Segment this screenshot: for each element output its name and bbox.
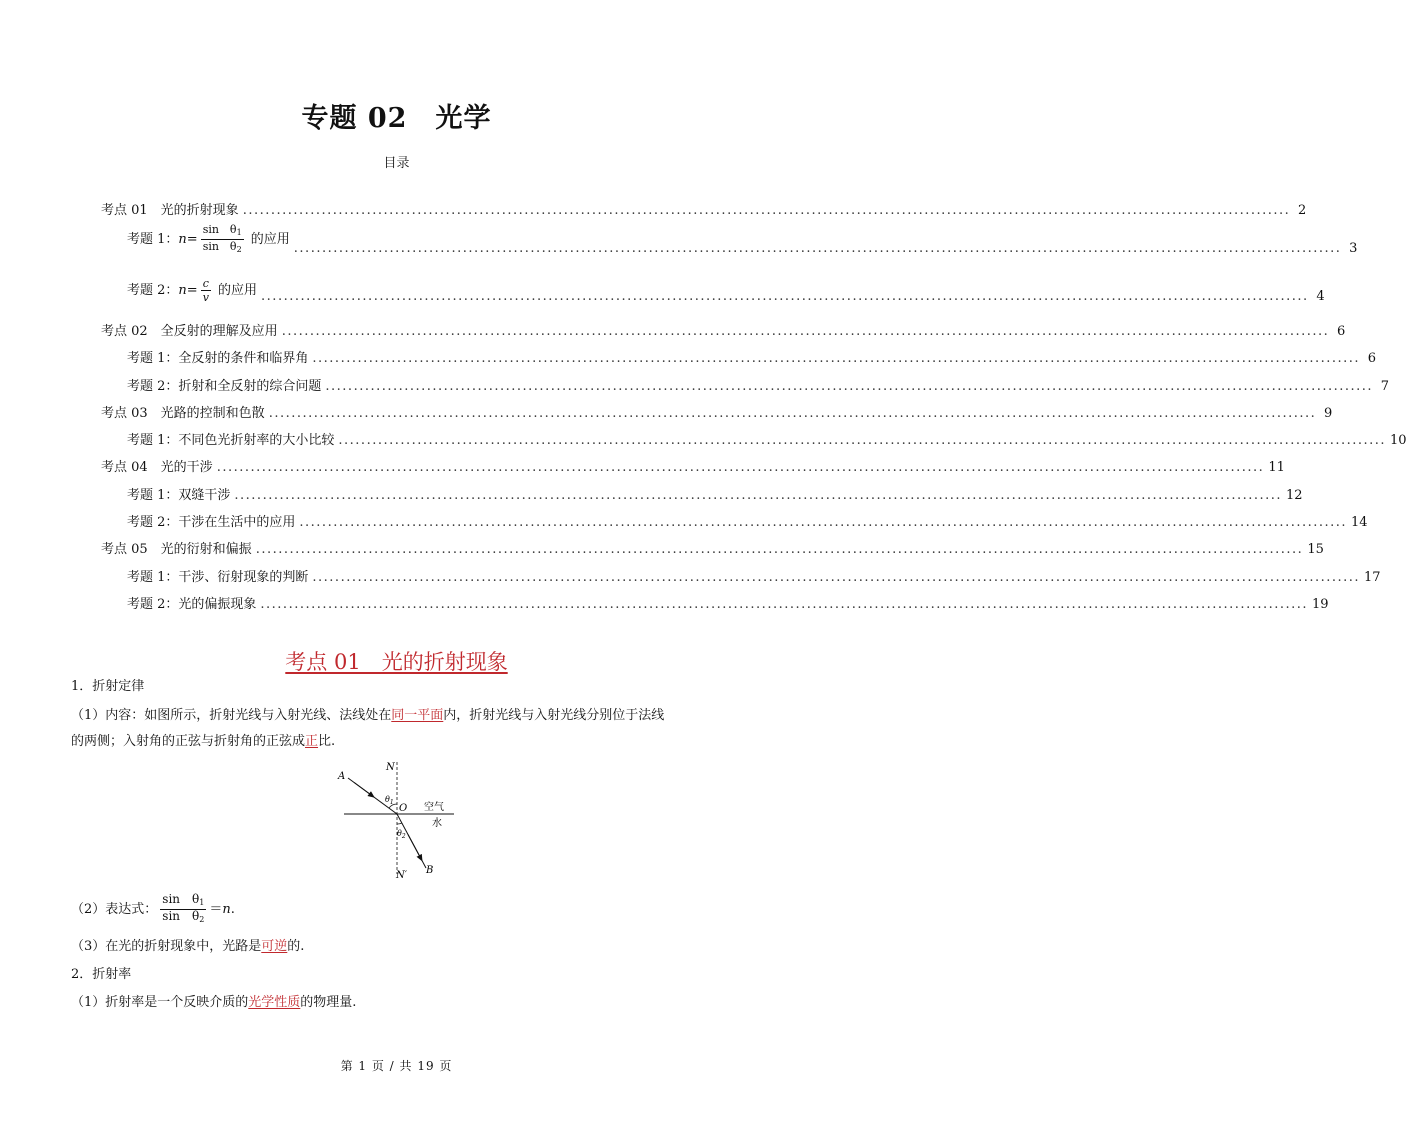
toc-label: 考题 1：干涉、衍射现象的判断 xyxy=(127,570,309,585)
toc-item-14[interactable] xyxy=(127,592,1329,612)
toc-label xyxy=(127,277,257,304)
label-theta1: $\theta_1$ xyxy=(385,795,394,806)
dot-leader: .......................................................................................................................................................................................... xyxy=(325,379,1374,394)
dot-leader: .......................................................................................................................................................................................... xyxy=(242,203,1291,218)
toc-label: 考题 2：干涉在生活中的应用 xyxy=(127,515,296,530)
paragraph-content xyxy=(71,703,731,755)
toc-item-13[interactable] xyxy=(127,565,1381,585)
text: （1）折射率是一个反映介质的 xyxy=(71,995,249,1010)
label-B: B xyxy=(426,865,434,876)
text: 的. xyxy=(287,939,305,954)
section-title: 考点 01 光的折射现象 xyxy=(285,650,508,674)
page-footer: 第 1 页 / 共 19 页 xyxy=(340,1059,453,1073)
toc-item-11[interactable] xyxy=(127,510,1368,530)
fraction-denominator: sin θ xyxy=(162,909,200,923)
toc-label: 考点 01 光的折射现象 xyxy=(101,203,239,218)
toc-page: 9 xyxy=(1324,406,1333,421)
toc-label: 考题 2：光的偏振现象 xyxy=(127,597,257,612)
toc-page: 11 xyxy=(1268,460,1285,475)
fraction-numerator: c xyxy=(202,277,209,290)
label-N-prime: N′ xyxy=(396,870,408,881)
toc-page: 14 xyxy=(1351,515,1368,530)
label-A: A xyxy=(338,771,346,782)
text: 的物理量. xyxy=(300,995,357,1010)
expression-fraction xyxy=(160,893,206,926)
toc-page: 19 xyxy=(1312,597,1329,612)
text: . xyxy=(230,901,235,917)
dot-leader: .......................................................................................................................................................................................... xyxy=(261,289,1309,304)
text: （2）表达式： xyxy=(71,901,158,917)
toc-suffix: 的应用 xyxy=(246,232,290,247)
toc-label: 考题 1：不同色光折射率的大小比较 xyxy=(127,433,335,448)
toc-item-6[interactable] xyxy=(127,374,1390,394)
toc-prefix: 考题 2： xyxy=(127,283,179,298)
formula-var: n xyxy=(222,901,231,917)
paragraph-index xyxy=(71,990,356,1016)
text: 内，折射光线与入射光线分别位于法线 xyxy=(443,708,665,723)
blank-answer: 可逆 xyxy=(261,939,288,954)
toc-item-12[interactable] xyxy=(101,537,1324,557)
dot-leader: .......................................................................................................................................................................................... xyxy=(299,515,1348,530)
text: 的两侧；入射角的正弦与折射角的正弦成 xyxy=(71,734,306,749)
dot-leader: .......................................................................................................................................................................................... xyxy=(338,433,1387,448)
toc-label: 考点 04 光的干涉 xyxy=(101,460,213,475)
formula-eq: = xyxy=(186,232,198,247)
incident-arrow xyxy=(354,782,374,797)
formula-eq: = xyxy=(186,283,198,298)
toc-page: 7 xyxy=(1380,379,1390,394)
toc-page: 12 xyxy=(1286,488,1303,503)
blank-answer: 正 xyxy=(305,734,319,749)
toc-prefix: 考题 1： xyxy=(127,232,179,247)
heading-refractive-index: 2．折射率 xyxy=(71,967,132,982)
dot-leader: .......................................................................................................................................................................................... xyxy=(312,570,1361,585)
dot-leader: .......................................................................................................................................................................................... xyxy=(255,542,1304,557)
toc-page: 2 xyxy=(1298,203,1307,218)
fraction-numerator: sin θ xyxy=(162,892,200,906)
dot-leader: .......................................................................................................................................................................................... xyxy=(293,241,1342,256)
toc-label: 考点 05 光的衍射和偏振 xyxy=(101,542,252,557)
dot-leader: .......................................................................................................................................................................................... xyxy=(216,460,1265,475)
toc-page: 17 xyxy=(1364,570,1381,585)
fraction-numerator: sin θ xyxy=(202,223,237,236)
text: ＝ xyxy=(209,901,223,917)
toc-page: 4 xyxy=(1316,289,1325,304)
formula-fraction xyxy=(201,223,244,256)
dot-leader: .......................................................................................................................................................................................... xyxy=(260,597,1309,612)
toc-item-1[interactable] xyxy=(101,198,1307,218)
toc-suffix: 的应用 xyxy=(213,283,258,298)
dot-leader: .......................................................................................................................................................................................... xyxy=(268,406,1317,421)
label-theta2: $\theta_2$ xyxy=(397,829,406,840)
toc-label: 考题 2：折射和全反射的综合问题 xyxy=(127,379,322,394)
toc-item-5[interactable] xyxy=(127,346,1377,366)
toc-item-7[interactable] xyxy=(101,401,1333,421)
formula-var: n xyxy=(178,232,187,247)
paragraph-expression xyxy=(71,893,235,926)
toc-item-8[interactable] xyxy=(127,428,1407,448)
toc-label: 考点 03 光路的控制和色散 xyxy=(101,406,265,421)
subscript: 1 xyxy=(199,898,205,907)
label-O: O xyxy=(399,803,408,814)
toc-page: 6 xyxy=(1337,324,1346,339)
toc-page: 10 xyxy=(1390,433,1407,448)
toc-item-3[interactable] xyxy=(127,277,1325,304)
toc-title: 目录 xyxy=(383,156,410,171)
formula-fraction xyxy=(201,277,211,304)
dot-leader: .......................................................................................................................................................................................... xyxy=(281,324,1330,339)
text: （3）在光的折射现象中，光路是 xyxy=(71,939,262,954)
toc-item-4[interactable] xyxy=(101,319,1346,339)
page-title: 专题 02 光学 xyxy=(301,103,492,134)
fraction-denominator: sin θ xyxy=(202,240,237,253)
subscript: 1 xyxy=(236,228,242,237)
toc-label xyxy=(127,223,290,256)
paragraph-reversible xyxy=(71,934,304,960)
subscript: 2 xyxy=(199,915,205,924)
toc-page: 6 xyxy=(1367,351,1377,366)
dot-leader: .......................................................................................................................................................................................... xyxy=(234,488,1283,503)
blank-answer: 同一平面 xyxy=(391,708,444,723)
toc-page: 15 xyxy=(1307,542,1324,557)
label-water: 水 xyxy=(432,818,442,829)
refracted-arrow xyxy=(408,835,422,861)
text: 比. xyxy=(318,734,336,749)
dot-leader: .......................................................................................................................................................................................... xyxy=(312,351,1361,366)
heading-refraction-law: 1．折射定律 xyxy=(71,679,145,694)
subscript: 2 xyxy=(236,245,242,254)
fraction-denominator: v xyxy=(202,291,209,304)
toc-label: 考题 1：双缝干涉 xyxy=(127,488,231,503)
toc-item-10[interactable] xyxy=(127,483,1303,503)
blank-answer: 光学性质 xyxy=(248,995,301,1010)
label-air: 空气 xyxy=(424,802,444,813)
refraction-diagram xyxy=(330,756,470,886)
label-N: N xyxy=(386,762,395,773)
formula-var: n xyxy=(178,283,187,298)
toc-label: 考题 1：全反射的条件和临界角 xyxy=(127,351,309,366)
text: （1）内容：如图所示，折射光线与入射光线、法线处在 xyxy=(71,708,392,723)
toc-page: 3 xyxy=(1349,241,1358,256)
toc-label: 考点 02 全反射的理解及应用 xyxy=(101,324,278,339)
angle-arc-2 xyxy=(397,823,402,824)
toc-item-9[interactable] xyxy=(101,455,1285,475)
